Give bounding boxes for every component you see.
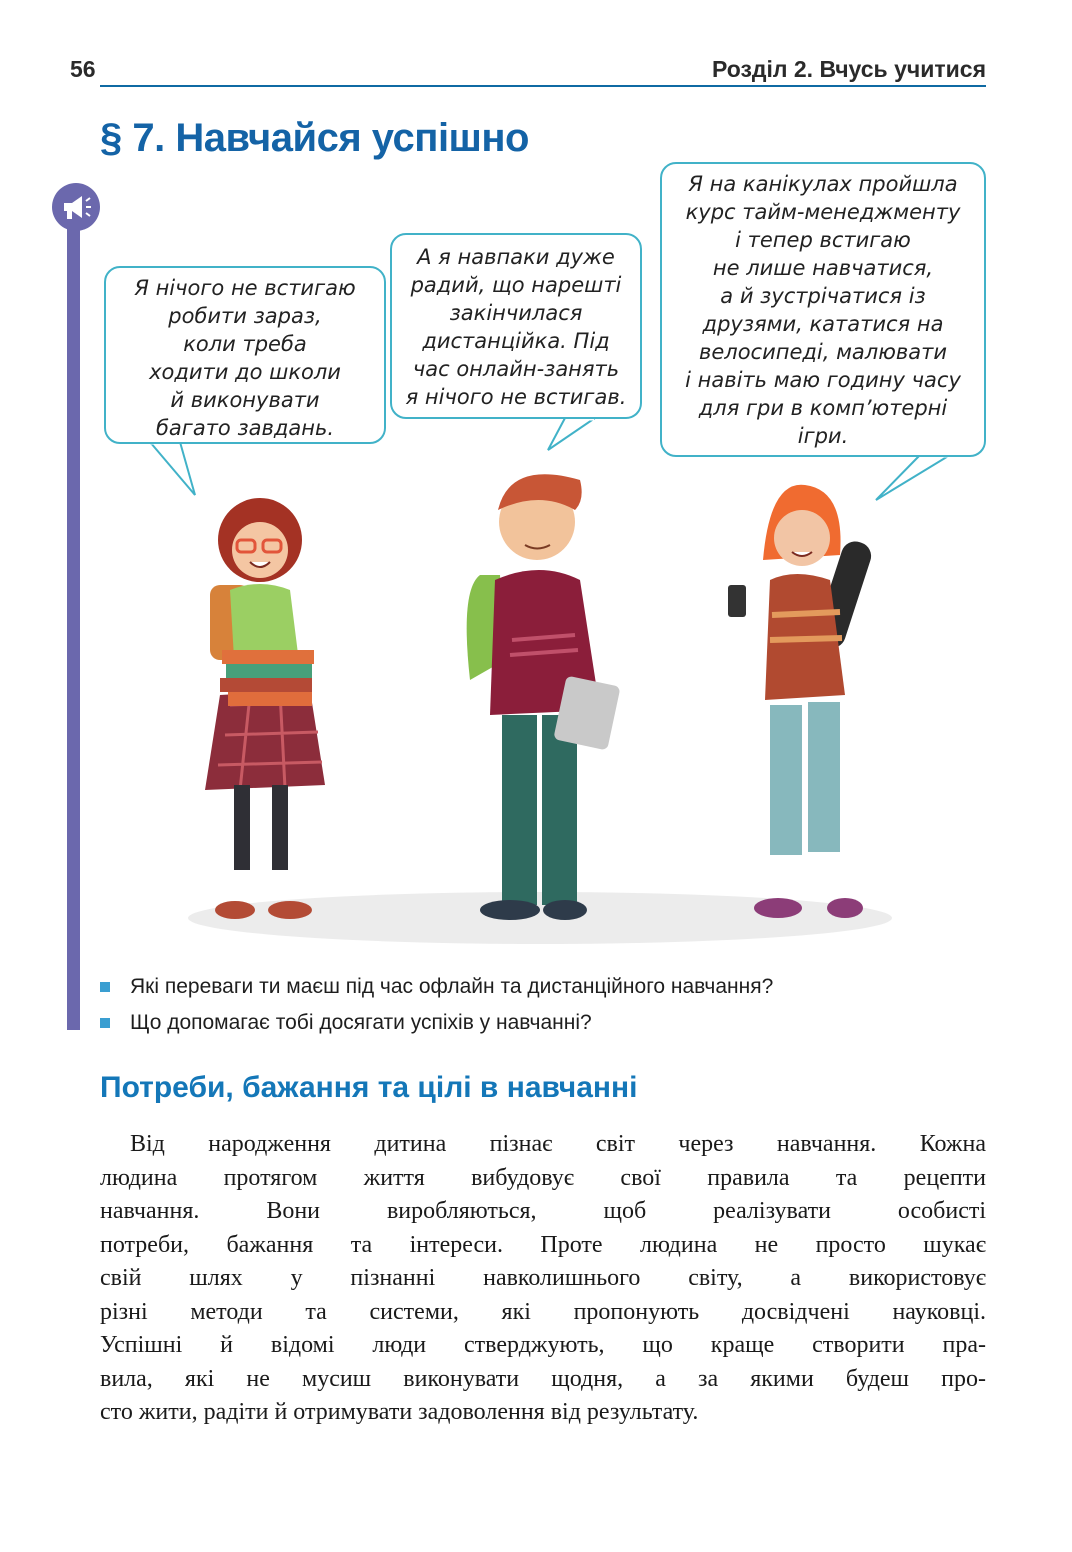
question-text: Які переваги ти маєш під час офлайн та дистанційного навчання? <box>130 975 774 998</box>
bubble-line: Я на канікулах пройшла <box>688 172 958 196</box>
bubble-line: для гри в комп’ютерні <box>698 396 948 420</box>
bubble-line: багато завдань. <box>155 416 335 440</box>
section-title: Розділ 2. Вчусь учитися <box>711 56 986 82</box>
bubble-line: дистанційка. Під <box>422 329 610 353</box>
student-girl-redhead <box>728 485 875 918</box>
question-list <box>100 970 980 1042</box>
students-illustration <box>180 440 920 960</box>
list-item <box>100 1006 980 1042</box>
speech-bubble-right <box>660 162 986 457</box>
bubble-line: я нічого не встигав. <box>405 385 627 409</box>
paragraph-line: вила, які не мусиш виконувати щодня, а за якими будеш про- <box>100 1365 986 1392</box>
question-text: Що допомагає тобі досягати успіхів у навчанні? <box>130 1011 592 1034</box>
paragraph-line: людина протягом життя вибудовує свої правила та рецепти <box>100 1164 986 1191</box>
paragraph-line: навчання. Вони виробляються, щоб реалізувати особисті <box>100 1198 986 1224</box>
student-girl-curly <box>205 498 325 919</box>
student-boy <box>467 474 621 920</box>
bullet-square-icon <box>100 1018 110 1028</box>
paragraph-line: свій шлях у пізнанні навколишнього світу, а використовує <box>100 1265 986 1291</box>
list-item <box>100 970 980 1006</box>
speech-bubble-left <box>104 266 386 444</box>
paragraph-line: Від народження дитина пізнає світ через навчання. Кожна <box>130 1131 986 1157</box>
page-number: 56 <box>70 56 96 82</box>
paragraph-line: потреби, бажання та інтереси. Проте людина не просто шукає <box>100 1231 986 1258</box>
bubble-line: Я нічого не встигаю <box>134 276 356 300</box>
bubble-line: А я навпаки дуже <box>417 245 615 269</box>
bubble-line: велосипеді, малювати <box>698 340 948 364</box>
bubble-line: курс тайм-менеджменту <box>685 200 961 224</box>
bubble-line: і навіть маю годину часу <box>685 368 961 392</box>
bubble-line: й виконувати <box>170 388 320 412</box>
speech-bubble-middle <box>390 233 642 419</box>
bullet-square-icon <box>100 982 110 992</box>
bubble-line: а й зустрічатися із <box>720 284 926 308</box>
body-paragraph <box>100 1128 986 1430</box>
bubble-line: ходити до школи <box>149 360 341 384</box>
bubble-line: робити зараз, <box>168 304 322 328</box>
bubble-line: ігри. <box>797 424 849 448</box>
subheading: Потреби, бажання та цілі в навчанні <box>100 1071 638 1104</box>
lesson-title: § 7. Навчайся успішно <box>100 116 529 160</box>
paragraph-line: різні методи та системи, які пропонують досвідчені науковці. <box>100 1298 986 1325</box>
bubble-line: і тепер встигаю <box>735 228 911 252</box>
bubble-line: закінчилася <box>449 301 583 325</box>
bubble-line: друзями, кататися на <box>702 312 944 336</box>
bubble-line: радий, що нарешті <box>410 273 622 297</box>
bubble-line: не лише навчатися, <box>712 256 934 280</box>
paragraph-line: Успішні й відомі люди стверджують, що краще створити пра- <box>100 1332 986 1358</box>
paragraph-line: сто жити, радіти й отримувати задоволення від результату. <box>100 1399 699 1425</box>
bubble-line: коли треба <box>183 332 307 356</box>
bubble-line: час онлайн-занять <box>412 357 620 381</box>
